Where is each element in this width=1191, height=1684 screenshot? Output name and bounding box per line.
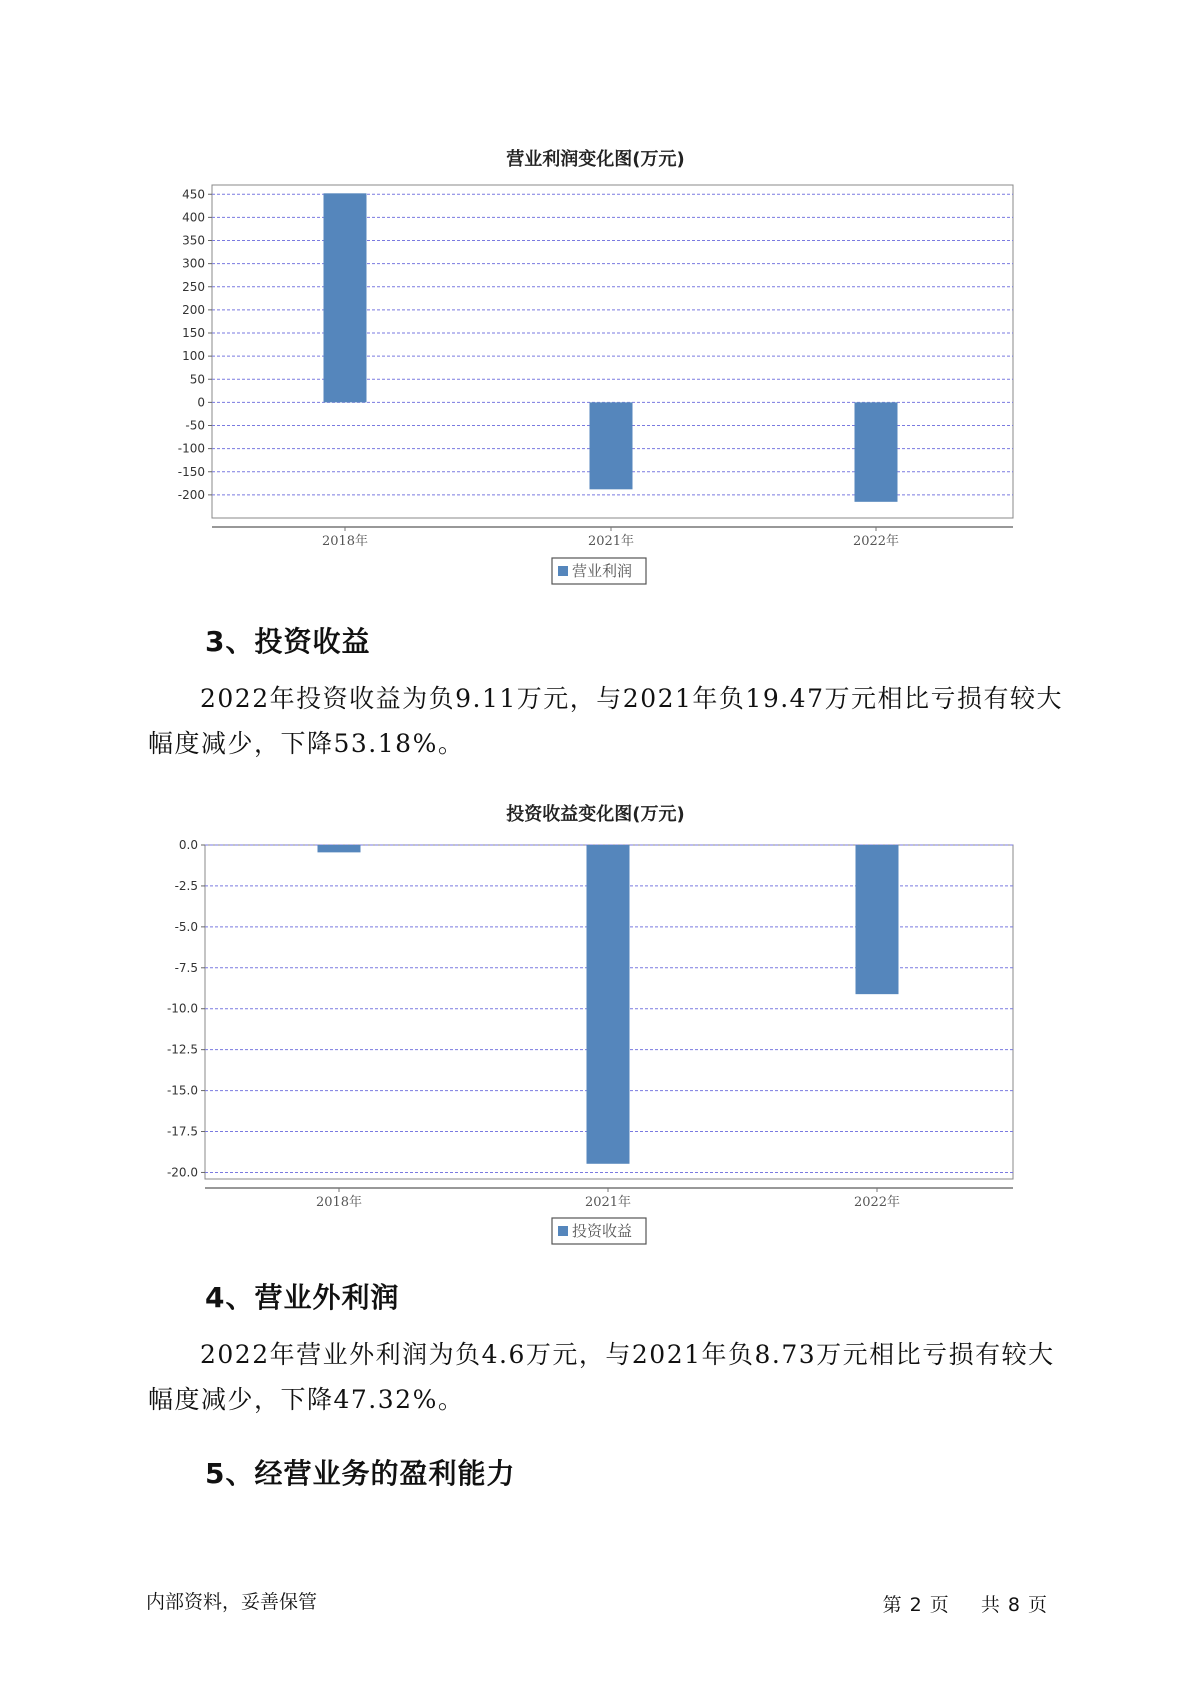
total-pages: 8 — [1007, 1594, 1020, 1616]
y-tick-label: -100 — [177, 441, 205, 456]
x-tick-label: 2021年 — [587, 534, 635, 549]
legend-swatch — [558, 1226, 568, 1236]
footer-page-indicator — [879, 1590, 1051, 1617]
y-tick-label: 50 — [189, 372, 205, 387]
y-tick-label: 100 — [182, 349, 205, 364]
page-number: 2 — [909, 1594, 922, 1616]
bar — [318, 845, 361, 852]
x-tick-label: 2021年 — [584, 1195, 632, 1210]
y-tick-label: -12.5 — [166, 1042, 198, 1057]
chart2-title: 投资收益变化图(万元) — [506, 804, 685, 825]
legend-swatch — [558, 566, 568, 576]
paragraph-non-operating-profit: 2022年营业外利润为负4.6万元，与2021年负8.73万元相比亏损有较大幅度减少，下降47.32%。 — [148, 1340, 1055, 1414]
x-tick-label: 2022年 — [853, 1195, 901, 1210]
legend-label: 营业利润 — [572, 562, 633, 580]
y-tick-label: -15.0 — [166, 1083, 198, 1098]
x-tick-label: 2022年 — [852, 534, 900, 549]
y-tick-label: 450 — [182, 187, 205, 202]
y-tick-label: -17.5 — [166, 1124, 198, 1139]
y-tick-label: -150 — [177, 464, 205, 479]
chart1-title: 营业利润变化图(万元) — [506, 149, 685, 170]
total-unit: 页 — [1027, 1594, 1047, 1616]
y-tick-label: 400 — [182, 210, 205, 225]
y-tick-label: -10.0 — [166, 1001, 198, 1016]
x-tick-label: 2018年 — [315, 1195, 363, 1210]
y-tick-label: -20.0 — [166, 1165, 198, 1180]
y-tick-label: -7.5 — [174, 960, 198, 975]
y-tick-label: 0.0 — [178, 838, 198, 852]
legend-label: 投资收益 — [572, 1222, 633, 1240]
y-tick-label: -2.5 — [174, 878, 198, 893]
footer-confidential-note: 内部资料，妥善保管 — [146, 1591, 318, 1613]
operating-profit-chart — [0, 170, 1191, 620]
y-tick-label: 0 — [197, 395, 205, 410]
page-prefix: 第 — [882, 1594, 902, 1616]
y-tick-label: 300 — [182, 256, 205, 271]
heading-non-operating-profit: 4、营业外利润 — [205, 1281, 400, 1314]
bar — [590, 402, 633, 489]
bar — [856, 845, 899, 994]
y-tick-label: 150 — [182, 326, 205, 340]
bar — [855, 402, 898, 501]
y-tick-label: -50 — [185, 418, 205, 433]
total-prefix: 共 — [980, 1594, 1000, 1616]
y-tick-label: 250 — [182, 279, 205, 294]
y-tick-label: 200 — [182, 302, 205, 317]
y-tick-label: -200 — [177, 487, 205, 502]
page-unit: 页 — [929, 1594, 949, 1616]
investment-income-chart — [0, 830, 1191, 1260]
heading-operating-profitability: 5、经营业务的盈利能力 — [205, 1457, 516, 1490]
heading-investment-income: 3、投资收益 — [205, 625, 371, 658]
bar — [587, 845, 630, 1164]
x-tick-label: 2018年 — [321, 534, 369, 549]
y-tick-label: -5.0 — [174, 919, 198, 934]
bar — [324, 193, 367, 402]
paragraph-investment-income: 2022年投资收益为负9.11万元，与2021年负19.47万元相比亏损有较大幅度减少，下降53.18%。 — [148, 684, 1063, 758]
y-tick-label: 350 — [182, 233, 205, 248]
